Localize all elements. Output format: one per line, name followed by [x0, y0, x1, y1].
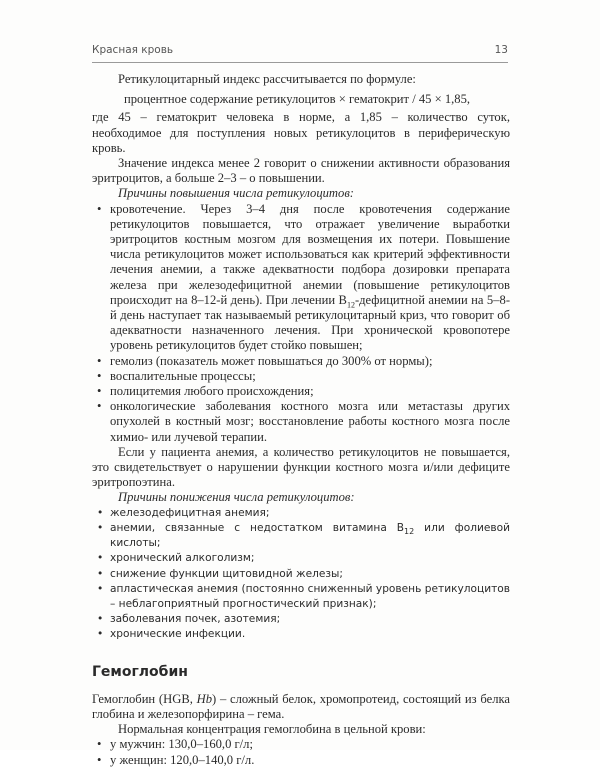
- list-item: • апластическая анемия (постоянно сниженный уровень ретикулоцитов – неблагоприятный прогностический признак);: [110, 582, 510, 612]
- list-item: • хронический алкоголизм;: [110, 551, 510, 566]
- hemoglobin-norm-intro: Нормальная концентрация гемоглобина в цельной крови:: [118, 722, 426, 737]
- list-item: • снижение функции щитовидной железы;: [110, 567, 510, 582]
- hemoglobin-norm-list: [92, 737, 510, 767]
- formula: процентное содержание ретикулоцитов × гематокрит / 45 × 1,85,: [124, 92, 471, 107]
- increase-causes-list: [92, 202, 510, 445]
- list-item: • железодефицитная анемия;: [110, 506, 510, 521]
- formula-explanation: где 45 – гематокрит человека в норме, а 1,85 – количество суток, необходимое для поступления новых ретикулоцитов в периферическую кровь.: [92, 110, 510, 155]
- page-body: [92, 72, 510, 768]
- formula-intro: Ретикулоцитарный индекс рассчитывается по формуле:: [118, 72, 416, 86]
- list-item: • у мужчин: 130,0–160,0 г/л;: [110, 737, 510, 752]
- index-interpretation: Значение индекса менее 2 говорит о снижении активности образования эритроцитов, а больше 2–3 – о повышении.: [92, 156, 510, 186]
- list-item: • воспалительные процессы;: [110, 369, 510, 384]
- list-item: • гемолиз (показатель может повышаться до 300% от нормы);: [110, 354, 510, 369]
- increase-causes-title: Причины повышения числа ретикулоцитов:: [118, 186, 354, 201]
- section-title: Гемоглобин: [92, 663, 188, 680]
- list-item: • у женщин: 120,0–140,0 г/л.: [110, 753, 510, 768]
- decrease-causes-title: Причины понижения числа ретикулоцитов:: [118, 490, 355, 505]
- list-item: • полицитемия любого происхождения;: [110, 384, 510, 399]
- list-item: • онкологические заболевания костного мозга или метастазы других опухолей в костный мозг; восстановление работы костного мозга после химио- или лучевой терапии.: [110, 399, 510, 445]
- list-item: • хронические инфекции.: [110, 627, 510, 642]
- header-rule: [92, 62, 508, 63]
- list-item: • кровотечение. Через 3–4 дня после кровотечения содержание ретикулоцитов повышается, что отражает увеличение выработки эритроцитов костным мозгом для возмещения их потери. Повышение числа ретикулоцитов может использоваться как критерий эффективности лечения анемии, а также адекватности подбора дозировки препарата железа при железодефицитной анемии (повышение ретикулоцитов происходит на 8–12-й день). При лечении $B_{12}$-дефицитной анемии на 5–8-й день наступает так называемый ретикулоцитарный криз, что говорит об адекватности назначенного лечения. При хронической кровопотере уровень ретикулоцитов будет стойко повышен;: [110, 202, 510, 354]
- page-number: 13: [494, 44, 508, 56]
- hemoglobin-definition: Гемоглобин (HGB, Hb) – сложный белок, хромопротеид, состоящий из белка глобина и железопорфирина – гема.: [92, 691, 510, 721]
- decrease-causes-list: [92, 506, 510, 643]
- list-item: • анемии, связанные с недостатком витамина $B_{12}$ или фолиевой кислоты;: [110, 521, 510, 551]
- running-title: Красная кровь: [92, 44, 174, 56]
- list-item: • заболевания почек, азотемия;: [110, 612, 510, 627]
- running-header: [92, 44, 508, 60]
- anemia-paragraph: Если у пациента анемия, а количество ретикулоцитов не повышается, это свидетельствует о нарушении функции костного мозга и/или дефиците эритропоэтина.: [92, 444, 510, 490]
